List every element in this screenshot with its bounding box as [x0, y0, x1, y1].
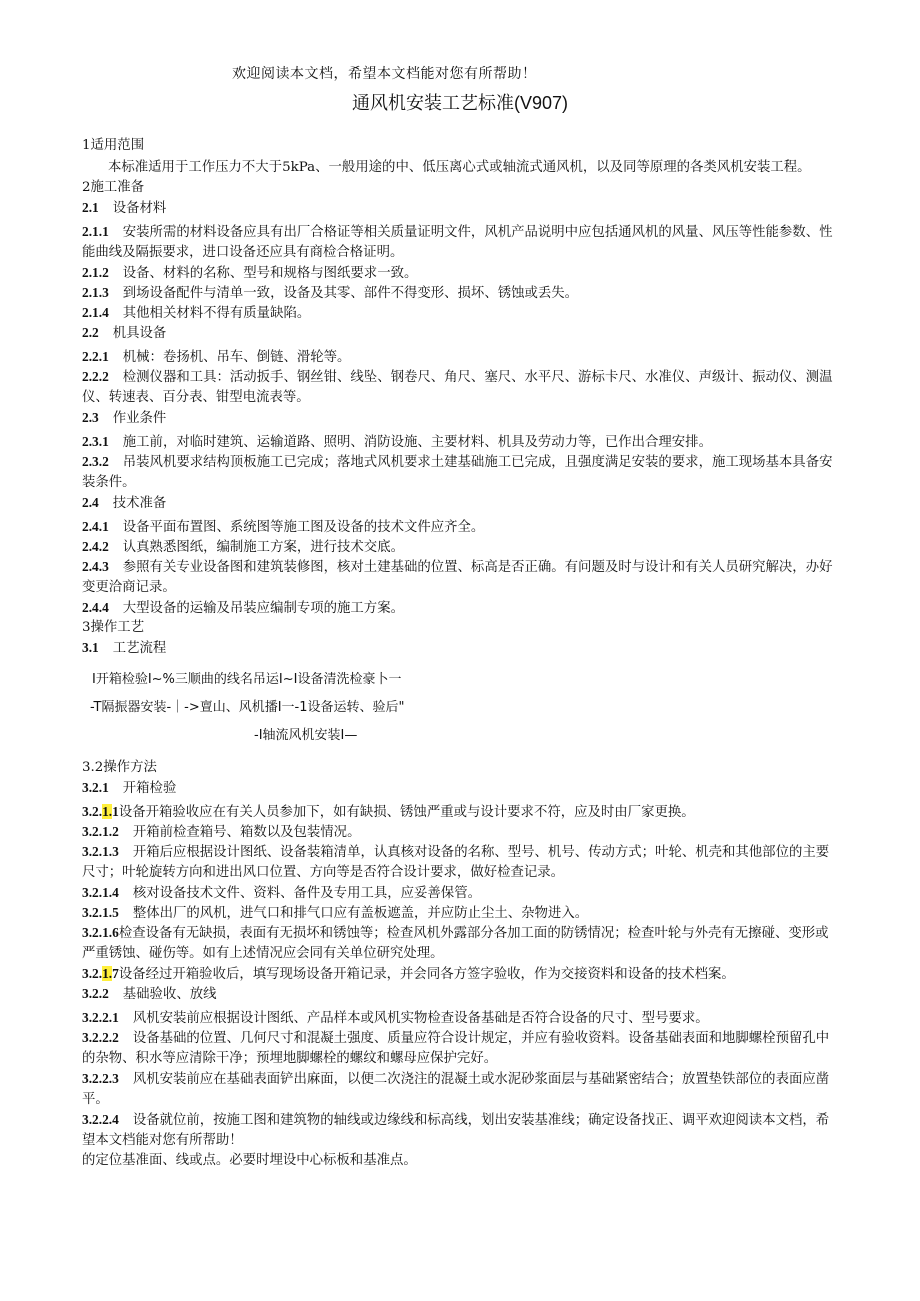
clause — [82, 222, 834, 263]
clause-number: 2.1.4 — [82, 305, 109, 320]
clause-number: 2.4 — [82, 495, 99, 510]
paragraph: 本标准适用于工作压力不大于5kPa、一般用途的中、低压离心式或轴流式通风机，以及同等原理的各类风机安装工程。 — [108, 160, 811, 175]
clause-text: 工艺流程 — [112, 641, 167, 656]
subsection-heading — [82, 984, 834, 1004]
clause-text: 施工前，对临时建筑、运输道路、照明、消防设施、主要材料、机具及劳动力等，已作出合理安排。 — [122, 435, 712, 450]
flow-row-3: -I轴流风机安装I— — [254, 728, 358, 743]
clause-number: 3.2.2.2 — [82, 1030, 119, 1045]
clause — [82, 903, 834, 923]
clause-text: 参照有关专业设备图和建筑装修图，核对土建基础的位置、标高是否正确。有问题及时与设计和有关人员研究解决，办好变更洽商记录。 — [82, 560, 833, 595]
clause-text: 技术准备 — [112, 496, 167, 511]
document-title: 通风机安装工艺标准(V907) — [351, 93, 569, 113]
clause-number: 2.2 — [82, 325, 99, 340]
clause-number: 2.4.2 — [82, 539, 109, 554]
clause-number: 3.2.1 — [82, 780, 109, 795]
clause-number: 2.1 — [82, 200, 99, 215]
paragraph-continuation: 的定位基准面、线或点。必要时埋设中心标板和基准点。 — [82, 1153, 417, 1168]
clause — [82, 263, 834, 283]
clause-text: 到场设备配件与清单一致，设备及其零、部件不得变形、损坏、锈蚀或丢失。 — [122, 286, 579, 301]
clause — [82, 452, 834, 493]
clause — [82, 1069, 834, 1110]
clause — [82, 367, 834, 408]
subsection-heading: 3.2操作方法 — [82, 760, 157, 775]
clause — [82, 432, 834, 452]
highlight-mark: 1. — [102, 804, 113, 819]
clause-number: 7 — [112, 966, 119, 981]
flow-row-1: I开箱检验I~%三顺曲的线名吊运I~I设备清洗检豪卜一 — [92, 672, 402, 687]
section-heading: 1适用范围 — [82, 138, 145, 153]
clause-number: 3.2.1.4 — [82, 885, 119, 900]
clause-number: 2.4.4 — [82, 600, 109, 615]
clause-text: 安装所需的材料设备应具有出厂合格证等相关质量证明文件，风机产品说明中应包括通风机的风量、风压等性能参数、性能曲线及隔振要求，进口设备还应具有商检合格证明。 — [82, 225, 833, 260]
clause-number: 2.1.2 — [82, 265, 109, 280]
document-body — [82, 136, 834, 1171]
clause-text: 吊装风机要求结构顶板施工已完成；落地式风机要求土建基础施工已完成，且强度满足安装的要求，施工现场基本具备安装条件。 — [82, 455, 833, 490]
clause — [82, 347, 834, 367]
clause-number: 3.2.1.6 — [82, 925, 119, 940]
clause — [82, 802, 834, 822]
clause-number: 3.1 — [82, 640, 99, 655]
clause — [82, 517, 834, 537]
subsection-heading — [82, 778, 834, 798]
clause-number: 1 — [112, 804, 119, 819]
clause-number: 2.2.2 — [82, 369, 109, 384]
clause-number: 2.3.1 — [82, 434, 109, 449]
clause-text: 机具设备 — [112, 326, 167, 341]
clause-number: 2.2.1 — [82, 349, 109, 364]
clause — [82, 1008, 834, 1028]
clause-text: 设备基础的位置、几何尺寸和混凝土强度、质量应符合设计规定，并应有验收资料。设备基础表面和地脚螺栓预留孔中的杂物、积水等应清除干净；预埋地脚螺栓的螺纹和螺母应保护完好。 — [82, 1031, 830, 1066]
clause-number: 3.2. — [82, 804, 103, 819]
clause — [82, 283, 834, 303]
clause-number: 2.4.3 — [82, 559, 109, 574]
clause — [82, 557, 834, 598]
clause-text: 检查设备有无缺损，表面有无损坏和锈蚀等；检查风机外露部分各加工面的防锈情况；检查叶轮与外壳有无擦碰、变形或严重锈蚀、碰伤等。如有上述情况应会同有关单位研究处理。 — [82, 926, 829, 961]
subsection-heading — [82, 408, 834, 428]
clause-text: 其他相关材料不得有质量缺陷。 — [122, 306, 311, 321]
flow-row-2: -T隔振器安装-｜->亶山、风机播I一-1设备运转、验后" — [90, 700, 405, 715]
clause-number: 2.4.1 — [82, 519, 109, 534]
clause-number: 3.2.2.3 — [82, 1071, 119, 1086]
clause-text: 核对设备技术文件、资料、备件及专用工具，应妥善保管。 — [132, 886, 481, 901]
welcome-banner: 欢迎阅读本文档，希望本文档能对您有所帮助！ — [232, 66, 537, 82]
highlight-mark: 1. — [102, 966, 113, 981]
clause-number: 3.2.2.1 — [82, 1010, 119, 1025]
clause-text: 设备材料 — [112, 201, 167, 216]
clause-text: 检测仪器和工具：活动扳手、钢丝钳、线坠、钢卷尺、角尺、塞尺、水平尺、游标卡尺、水准仪、声级计、振动仪、测温仪、转速表、百分表、钳型电流表等。 — [82, 370, 833, 405]
subsection-heading — [82, 323, 834, 343]
clause — [82, 842, 834, 883]
clause-number: 2.3.2 — [82, 454, 109, 469]
section-heading: 2施工准备 — [82, 180, 145, 195]
clause-text: 风机安装前应根据设计图纸、产品样本或风机实物检查设备基础是否符合设备的尺寸、型号要求。 — [132, 1011, 709, 1026]
subsection-heading — [82, 493, 834, 513]
clause — [82, 598, 834, 618]
clause-text: 作业条件 — [112, 411, 167, 426]
clause — [82, 822, 834, 842]
clause-number: 3.2.1.5 — [82, 905, 119, 920]
clause-text: 风机安装前应在基础表面铲出麻面，以便二次浇注的混凝土或水泥砂浆面层与基础紧密结合；放置垫铁部位的表面应凿平。 — [82, 1072, 830, 1107]
clause-number: 2.1.1 — [82, 224, 109, 239]
subsection-heading — [82, 198, 834, 218]
clause-text: 设备经过开箱验收后，填写现场设备开箱记录，并会同各方签字验收，作为交接资料和设备的技术档案。 — [118, 967, 735, 982]
section-heading: 3操作工艺 — [82, 620, 145, 635]
clause — [82, 303, 834, 323]
clause-text: 基础验收、放线 — [122, 987, 217, 1002]
clause-number: 2.3 — [82, 410, 99, 425]
clause-text: 设备开箱验收应在有关人员参加下，如有缺损、锈蚀严重或与设计要求不符，应及时由厂家更换。 — [118, 805, 695, 820]
clause-text: 设备、材料的名称、型号和规格与图纸要求一致。 — [122, 266, 418, 281]
clause-text: 开箱前检查箱号、箱数以及包装情况。 — [132, 825, 361, 840]
clause-number: 3.2.2 — [82, 986, 109, 1001]
clause — [82, 1110, 834, 1151]
subsection-heading — [82, 638, 834, 658]
clause-number: 3.2.2.4 — [82, 1112, 119, 1127]
clause — [82, 923, 834, 964]
clause-number: 2.1.3 — [82, 285, 109, 300]
clause — [82, 964, 834, 984]
clause-text: 设备平面布置图、系统图等施工图及设备的技术文件应齐全。 — [122, 520, 485, 535]
clause-text: 设备就位前，按施工图和建筑物的轴线或边缘线和标高线，划出安装基准线；确定设备找正、调平欢迎阅读本文档，希望本文档能对您有所帮助！ — [82, 1113, 830, 1148]
clause-number: 3.2. — [82, 966, 103, 981]
clause-text: 机械：卷扬机、吊车、倒链、滑轮等。 — [122, 350, 351, 365]
clause — [82, 537, 834, 557]
clause-number: 3.2.1.2 — [82, 824, 119, 839]
clause-text: 开箱后应根据设计图纸、设备装箱清单，认真核对设备的名称、型号、机号、传动方式；叶轮、机壳和其他部位的主要尺寸；叶轮旋转方向和进出风口位置、方向等是否符合设计要求，做好检查记录。 — [82, 845, 830, 880]
clause-text: 大型设备的运输及吊装应编制专项的施工方案。 — [122, 601, 404, 616]
clause-text: 开箱检验 — [122, 781, 177, 796]
clause-number: 3.2.1.3 — [82, 844, 119, 859]
clause-text: 整体出厂的风机，进气口和排气口应有盖板遮盖，并应防止尘土、杂物进入。 — [132, 906, 589, 921]
clause — [82, 883, 834, 903]
clause — [82, 1028, 834, 1069]
clause-text: 认真熟悉图纸，编制施工方案，进行技术交底。 — [122, 540, 404, 555]
